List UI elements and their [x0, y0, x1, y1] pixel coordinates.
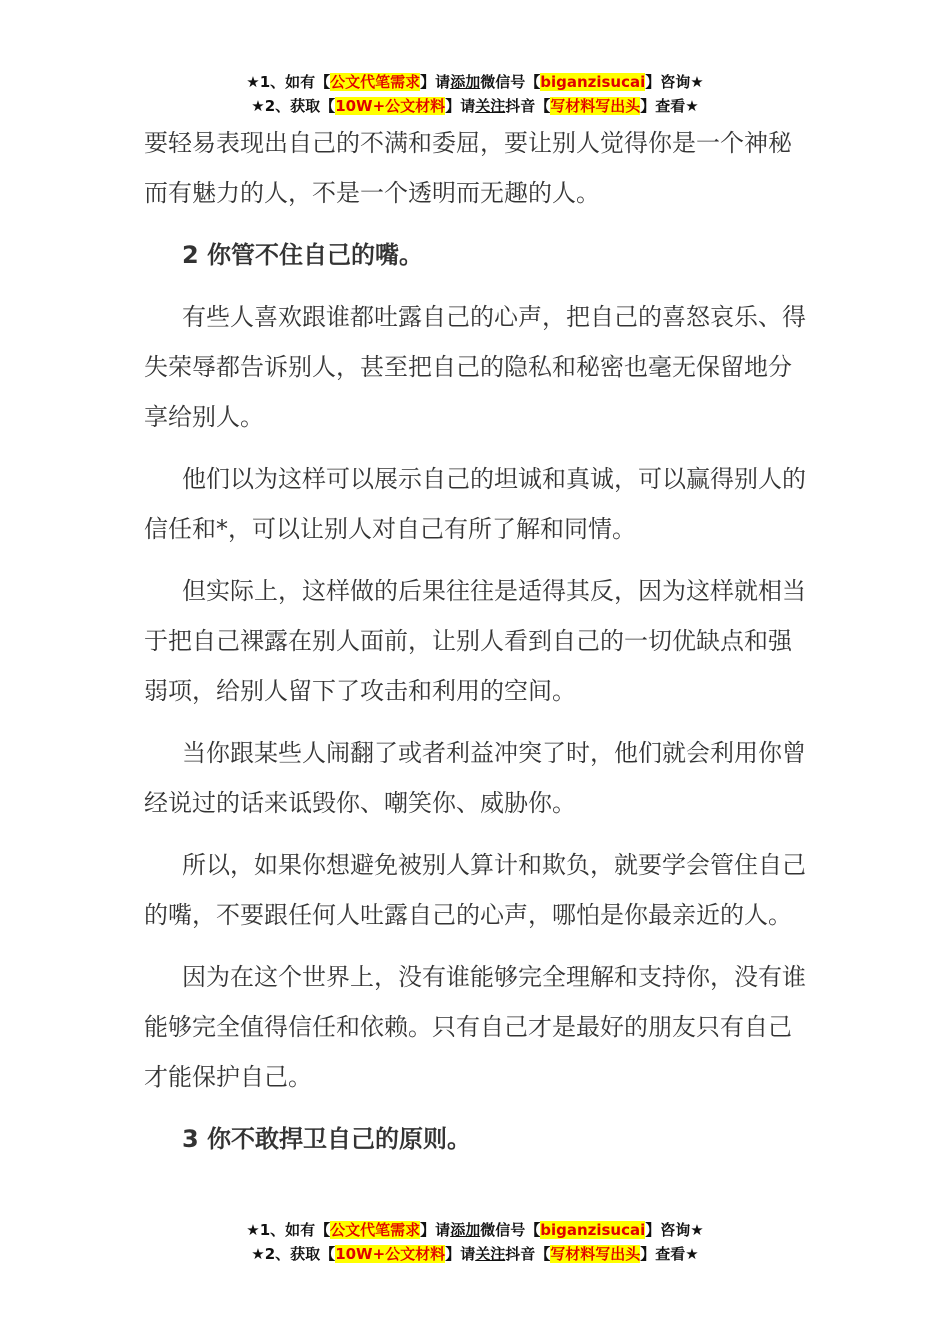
header-banner — [0, 70, 950, 118]
banner-line-1: ★1、如有【公文代笔需求】请添加微信号【biganzisucai】咨询★ — [246, 73, 704, 91]
highlight-service: 公文代笔需求 — [330, 1221, 421, 1239]
banner-line-1: ★1、如有【公文代笔需求】请添加微信号【biganzisucai】咨询★ — [246, 1221, 704, 1239]
section-heading-3: 3 你不敢捍卫自己的原则。 — [182, 1125, 472, 1153]
highlight-materials: 10W+公文材料 — [335, 97, 446, 115]
banner-line-2: ★2、获取【10W+公文材料】请关注抖音【写材料写出头】查看★ — [251, 97, 699, 115]
document-body — [144, 118, 809, 1176]
highlight-service: 公文代笔需求 — [330, 73, 421, 91]
section-heading-2: 2 你管不住自己的嘴。 — [182, 241, 424, 269]
paragraph: 所以，如果你想避免被别人算计和欺负，就要学会管住自己的嘴，不要跟任何人吐露自己的心声，哪怕是你最亲近的人。 — [144, 851, 806, 929]
paragraph: 但实际上，这样做的后果往往是适得其反，因为这样就相当于把自己裸露在别人面前，让别人看到自己的一切优缺点和强弱项，给别人留下了攻击和利用的空间。 — [144, 577, 806, 705]
banner-line-2: ★2、获取【10W+公文材料】请关注抖音【写材料写出头】查看★ — [251, 1245, 699, 1263]
paragraph: 当你跟某些人闹翻了或者利益冲突了时，他们就会利用你曾经说过的话来诋毁你、嘲笑你、威胁你。 — [144, 739, 806, 817]
paragraph: 他们以为这样可以展示自己的坦诚和真诚，可以赢得别人的信任和*，可以让别人对自己有所了解和同情。 — [144, 465, 806, 543]
highlight-wechat-id: biganzisucai — [540, 1221, 646, 1239]
highlight-materials: 10W+公文材料 — [335, 1245, 446, 1263]
paragraph: 有些人喜欢跟谁都吐露自己的心声，把自己的喜怒哀乐、得失荣辱都告诉别人，甚至把自己的隐私和秘密也毫无保留地分享给别人。 — [144, 303, 806, 431]
paragraph: 要轻易表现出自己的不满和委屈，要让别人觉得你是一个神秘而有魅力的人，不是一个透明而无趣的人。 — [144, 129, 792, 207]
footer-banner — [0, 1218, 950, 1266]
highlight-douyin-account: 写材料写出头 — [550, 1245, 641, 1263]
highlight-douyin-account: 写材料写出头 — [550, 97, 641, 115]
highlight-wechat-id: biganzisucai — [540, 73, 646, 91]
paragraph: 因为在这个世界上，没有谁能够完全理解和支持你，没有谁能够完全值得信任和依赖。只有自己才是最好的朋友只有自己才能保护自己。 — [144, 963, 806, 1091]
